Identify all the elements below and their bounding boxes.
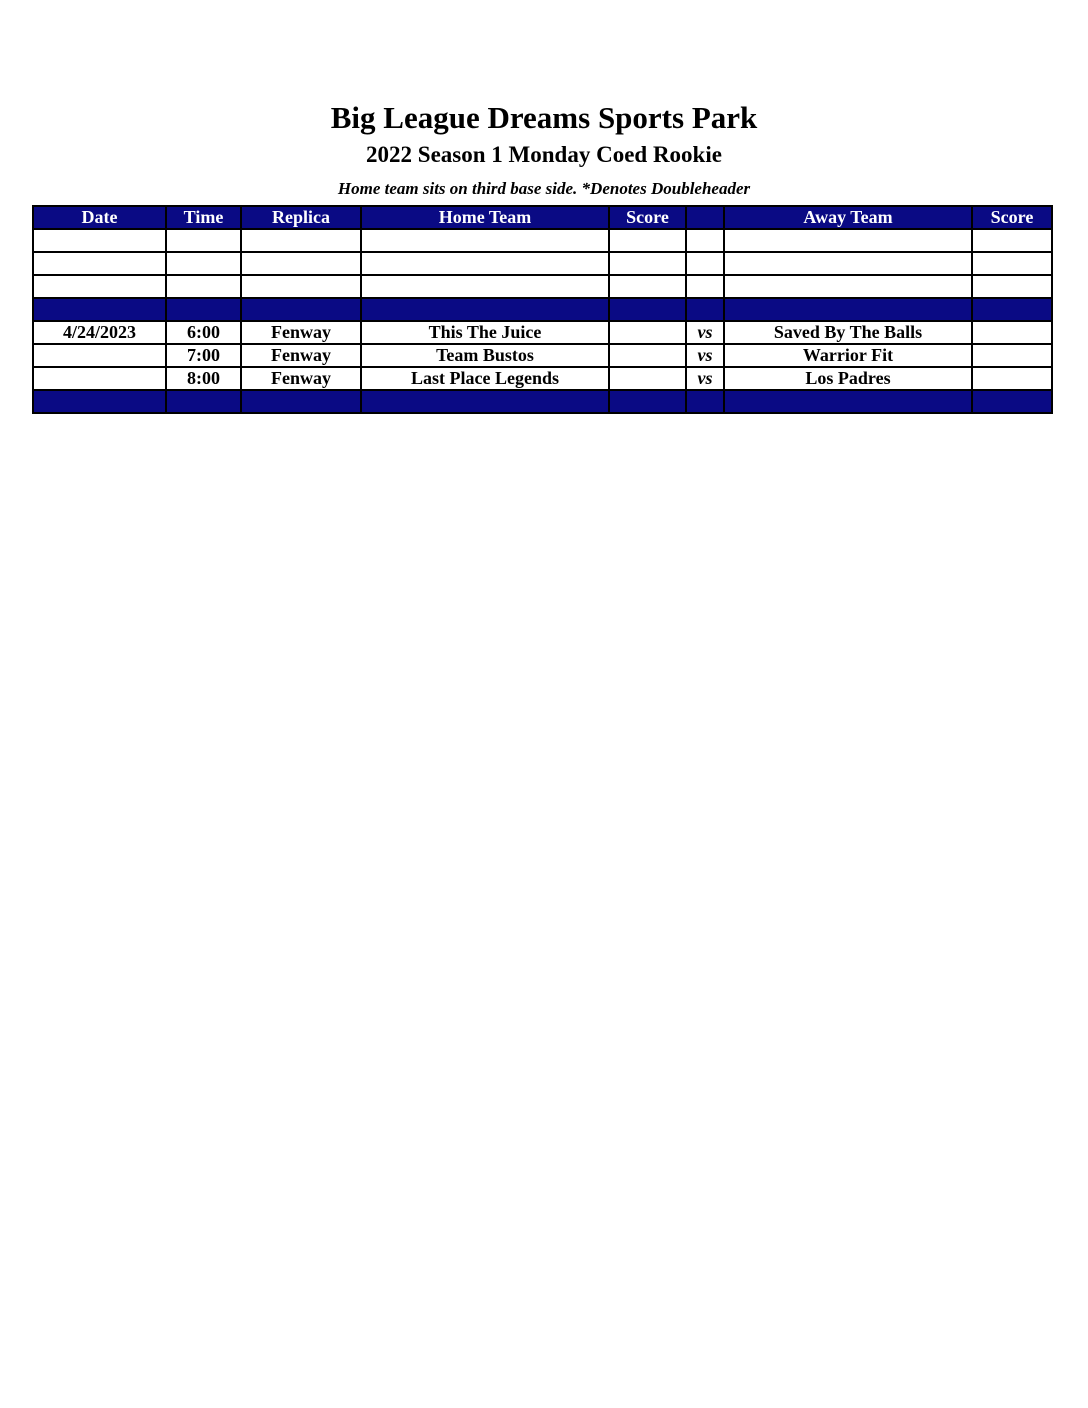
table-cell (241, 275, 361, 298)
table-cell (166, 275, 241, 298)
empty-row (33, 229, 1052, 252)
table-cell (686, 229, 724, 252)
table-cell (972, 275, 1052, 298)
table-cell (241, 252, 361, 275)
table-cell (609, 275, 686, 298)
table-cell (686, 275, 724, 298)
game-row (33, 321, 1052, 344)
divider-cell (361, 298, 609, 321)
page-title: Big League Dreams Sports Park (330, 100, 758, 135)
empty-row (33, 275, 1052, 298)
game-date (33, 344, 166, 367)
divider-cell (33, 390, 166, 413)
header-row (33, 206, 1052, 229)
table-cell (166, 252, 241, 275)
schedule-table (32, 205, 1053, 414)
away-team: Saved By The Balls (724, 321, 972, 344)
divider-cell (241, 298, 361, 321)
away-score (972, 367, 1052, 390)
table-cell (241, 229, 361, 252)
home-team: Last Place Legends (361, 367, 609, 390)
table-cell (361, 275, 609, 298)
table-cell (33, 252, 166, 275)
column-header-time: Time (166, 206, 241, 229)
divider-cell (724, 298, 972, 321)
home-team: Team Bustos (361, 344, 609, 367)
versus-label: vs (686, 367, 724, 390)
column-header-away-team: Away Team (724, 206, 972, 229)
column-header-replica: Replica (241, 206, 361, 229)
table-cell (724, 252, 972, 275)
divider-cell (166, 390, 241, 413)
game-time: 7:00 (166, 344, 241, 367)
divider-cell (241, 390, 361, 413)
table-cell (724, 229, 972, 252)
table-cell (361, 252, 609, 275)
divider-row (33, 298, 1052, 321)
divider-cell (724, 390, 972, 413)
divider-cell (33, 298, 166, 321)
divider-cell (609, 298, 686, 321)
game-replica: Fenway (241, 367, 361, 390)
away-score (972, 321, 1052, 344)
table-cell (686, 252, 724, 275)
table-cell (361, 229, 609, 252)
game-row (33, 367, 1052, 390)
table-cell (33, 229, 166, 252)
divider-cell (361, 390, 609, 413)
away-team: Los Padres (724, 367, 972, 390)
home-score (609, 367, 686, 390)
divider-cell (609, 390, 686, 413)
game-date (33, 367, 166, 390)
away-score (972, 344, 1052, 367)
divider-cell (166, 298, 241, 321)
divider-cell (972, 390, 1052, 413)
empty-row (33, 252, 1052, 275)
page-subtitle: 2022 Season 1 Monday Coed Rookie (366, 142, 722, 167)
versus-label: vs (686, 321, 724, 344)
versus-label: vs (686, 344, 724, 367)
game-time: 8:00 (166, 367, 241, 390)
table-cell (166, 229, 241, 252)
divider-cell (686, 390, 724, 413)
schedule-note: Home team sits on third base side. *Denotes Doubleheader (337, 179, 751, 198)
game-time: 6:00 (166, 321, 241, 344)
home-team: This The Juice (361, 321, 609, 344)
column-header-home-score: Score (609, 206, 686, 229)
divider-row (33, 390, 1052, 413)
table-cell (609, 229, 686, 252)
game-replica: Fenway (241, 321, 361, 344)
game-replica: Fenway (241, 344, 361, 367)
column-header-vs (686, 206, 724, 229)
home-score (609, 344, 686, 367)
table-cell (724, 275, 972, 298)
table-cell (972, 252, 1052, 275)
divider-cell (686, 298, 724, 321)
column-header-date: Date (33, 206, 166, 229)
divider-cell (972, 298, 1052, 321)
home-score (609, 321, 686, 344)
away-team: Warrior Fit (724, 344, 972, 367)
table-cell (972, 229, 1052, 252)
game-date: 4/24/2023 (33, 321, 166, 344)
table-cell (609, 252, 686, 275)
game-row (33, 344, 1052, 367)
column-header-home-team: Home Team (361, 206, 609, 229)
column-header-away-score: Score (972, 206, 1052, 229)
table-cell (33, 275, 166, 298)
